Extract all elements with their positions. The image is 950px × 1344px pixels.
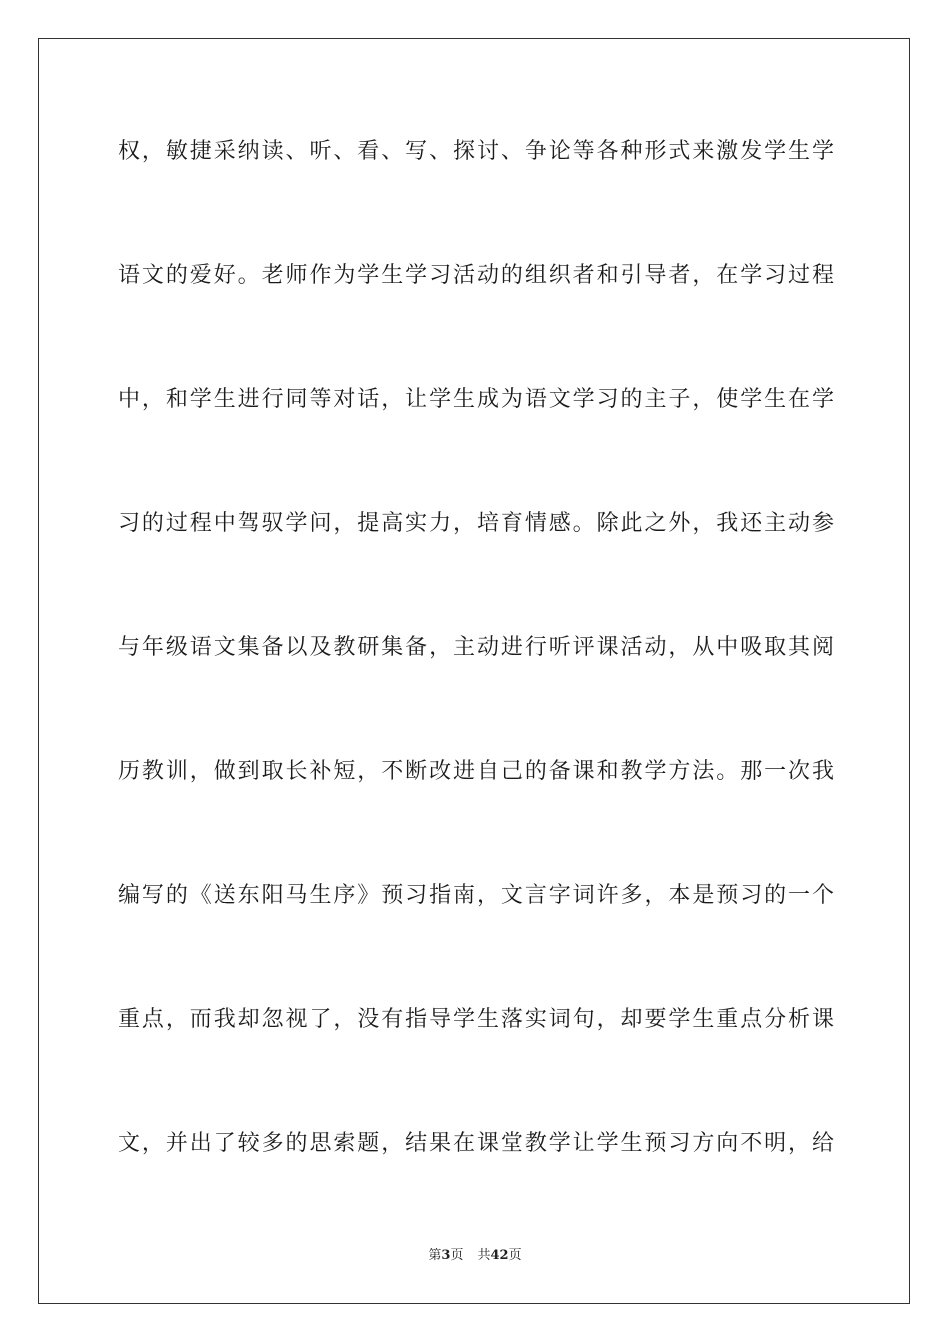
text-line: 习的过程中驾驭学问，提高实力，培育情感。除此之外，我还主动参 bbox=[118, 511, 834, 536]
text-line: 与年级语文集备以及教研集备，主动进行听评课活动，从中吸取其阅 bbox=[118, 635, 834, 660]
text-line: 编写的《送东阳马生序》预习指南，文言字词许多，本是预习的一个 bbox=[118, 883, 834, 908]
page-number: 3 bbox=[441, 1248, 451, 1263]
text-line: 文，并出了较多的思索题，结果在课堂教学让学生预习方向不明，给 bbox=[118, 1131, 834, 1156]
page-suffix: 页 bbox=[450, 1248, 464, 1263]
page-footer bbox=[0, 1244, 950, 1263]
text-line: 重点，而我却忽视了，没有指导学生落实词句，却要学生重点分析课 bbox=[118, 1007, 834, 1032]
page-border bbox=[38, 38, 910, 1304]
total-prefix: 共 bbox=[477, 1248, 491, 1263]
page-prefix: 第 bbox=[428, 1248, 442, 1263]
text-line: 历教训，做到取长补短，不断改进自己的备课和教学方法。那一次我 bbox=[118, 759, 834, 784]
text-line: 中，和学生进行同等对话，让学生成为语文学习的主子，使学生在学 bbox=[118, 387, 834, 412]
total-suffix: 页 bbox=[508, 1248, 522, 1263]
total-pages: 42 bbox=[490, 1248, 509, 1263]
text-line: 语文的爱好。老师作为学生学习活动的组织者和引导者，在学习过程 bbox=[118, 263, 834, 288]
text-line: 权，敏捷采纳读、听、看、写、探讨、争论等各种形式来激发学生学 bbox=[118, 139, 834, 164]
